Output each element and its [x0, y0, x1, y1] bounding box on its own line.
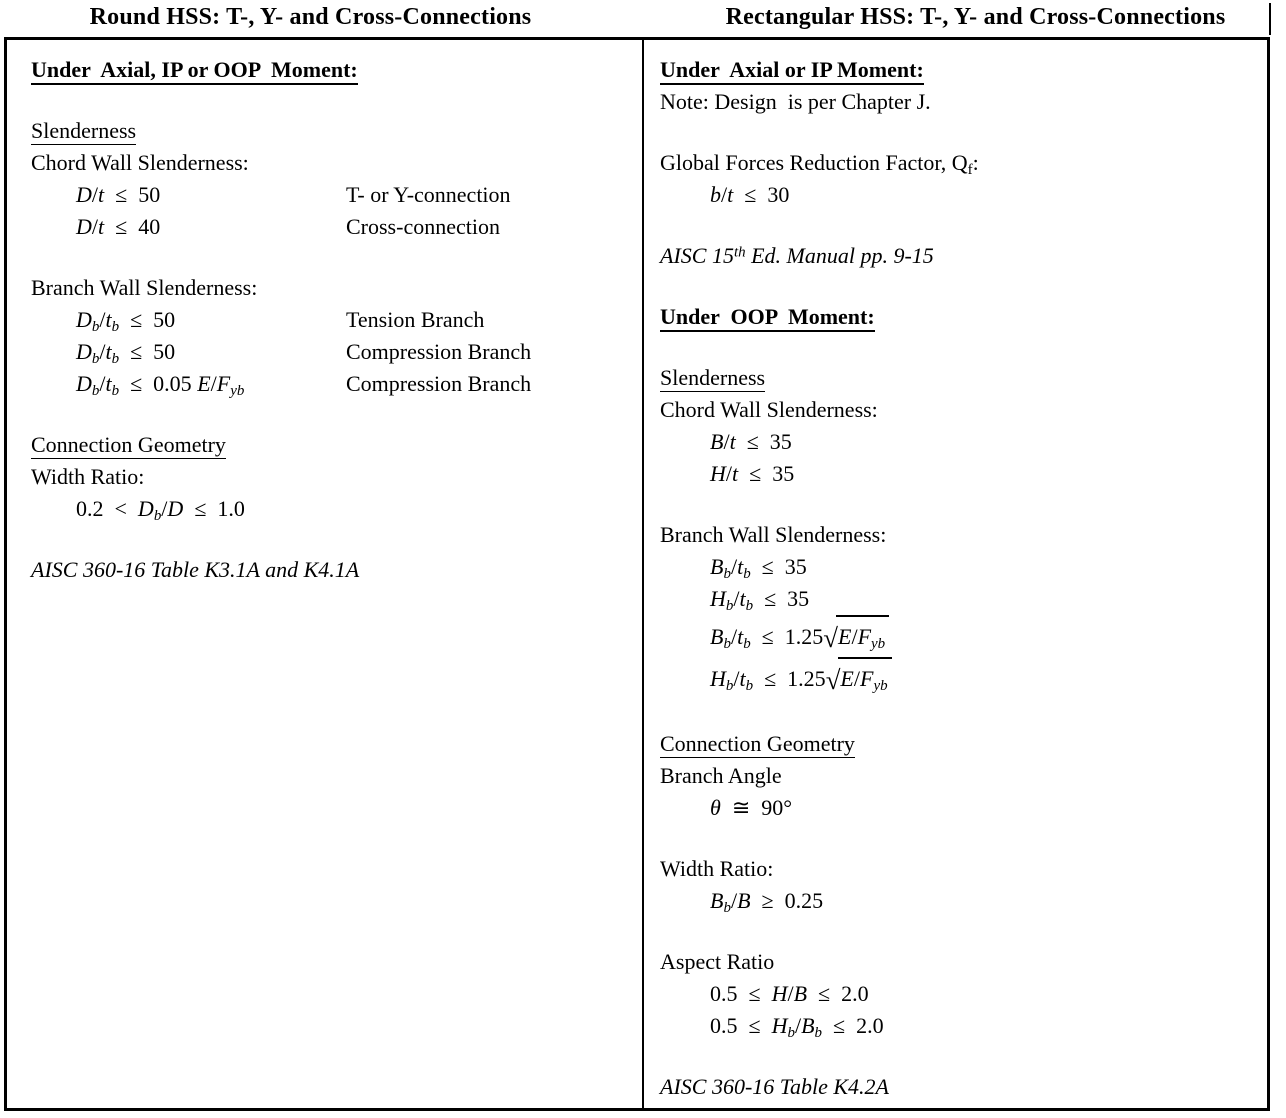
formula-expression: $B_b/t_b \le 1.25√E/F_{yb}$ — [710, 615, 889, 657]
round-hss-column — [7, 40, 644, 1108]
formula-expression: B/t ≤ 35 — [710, 429, 792, 454]
formula-expression: $B_b/B \ge 0.25$ — [710, 888, 824, 917]
spacer — [660, 1042, 1259, 1071]
formula-expression: θ ≅ 90° — [710, 795, 793, 820]
formula-expression: $H_b/t_b \le 1.25√E/F_{yb}$ — [710, 657, 892, 699]
spacer — [660, 118, 1259, 147]
subsection-heading: Slenderness — [31, 118, 137, 143]
spacer — [660, 272, 1259, 301]
section-heading: Under Axial or IP Moment: — [660, 54, 1259, 86]
text-line: Note: Design is per Chapter J. — [660, 89, 931, 114]
formula-line — [660, 1010, 1259, 1042]
formula-expression: $D_b/t_b \le 50$ — [76, 307, 176, 336]
formula-line — [660, 657, 1259, 699]
formula-expression: H/t ≤ 35 — [710, 461, 795, 486]
formula-note: Tension Branch — [346, 307, 485, 332]
spacer — [31, 525, 634, 554]
formula-expression: D/t ≤ 50 — [76, 182, 161, 207]
text-line: Width Ratio: — [660, 856, 774, 881]
formula-line — [660, 978, 1259, 1010]
formula-expression: $D_b/t_b \le 0.05$ $E/F_{yb}$ — [76, 371, 245, 400]
formula-note: Compression Branch — [346, 339, 532, 364]
formula-expression: $0.5 \le H_b/B_b \le 2.0$ — [710, 1013, 884, 1042]
formula-line — [660, 551, 1259, 583]
formula-expression: $D_b/t_b \le 50$ — [76, 339, 176, 368]
text-line: Chord Wall Slenderness: — [31, 150, 249, 175]
reference-note: AISC 360-16 Table K4.2A — [660, 1074, 889, 1099]
subsection-heading: Connection Geometry — [660, 731, 855, 756]
text-line: Aspect Ratio — [660, 949, 775, 974]
radical: $√E/F_{yb}$ — [823, 615, 889, 657]
section-heading: Under OOP Moment: — [660, 301, 1259, 333]
section-heading: Under Axial, IP or OOP Moment: — [31, 54, 634, 86]
rectangular-hss-column — [644, 40, 1267, 1108]
formula-line — [31, 179, 634, 211]
text-line: Width Ratio: — [31, 464, 145, 489]
spacer — [31, 86, 634, 115]
reference-note: AISC 15th Ed. Manual pp. 9-15 — [660, 243, 934, 268]
round-hss-title: Round HSS: T-, Y- and Cross-Connections — [89, 4, 532, 30]
spacer — [660, 490, 1259, 519]
formula-line — [660, 792, 1259, 824]
formula-line — [31, 336, 634, 368]
formula-line — [31, 211, 634, 243]
spacer — [660, 917, 1259, 946]
formula-expression: $0.2 < D_b/D \le 1.0$ — [76, 496, 245, 525]
formula-expression: D/t ≤ 40 — [76, 214, 161, 239]
formula-note: Cross-connection — [346, 214, 500, 239]
column-titles-row — [0, 0, 1286, 37]
spacer — [660, 699, 1259, 728]
formula-line — [660, 179, 1259, 211]
formula-line — [660, 885, 1259, 917]
formula-line — [31, 304, 634, 336]
formula-line — [31, 493, 634, 525]
spacer — [660, 211, 1259, 240]
subsection-heading: Slenderness — [660, 365, 766, 390]
formula-note: Compression Branch — [346, 371, 532, 396]
formula-line — [31, 368, 634, 400]
formula-line — [660, 426, 1259, 458]
text-line: Branch Wall Slenderness: — [31, 275, 258, 300]
text-line: Chord Wall Slenderness: — [660, 397, 878, 422]
subsection-heading: Connection Geometry — [31, 432, 226, 457]
text-line: Global Forces Reduction Factor, $Q_f$: — [660, 150, 979, 179]
spacer — [660, 333, 1259, 362]
comparison-table — [4, 37, 1270, 1111]
radical: $√E/F_{yb}$ — [826, 657, 892, 699]
formula-expression: $H_b/t_b \le 35$ — [710, 586, 810, 615]
table-edge-mark — [1269, 3, 1271, 35]
formula-note: T- or Y-connection — [346, 182, 511, 207]
text-line: Branch Angle — [660, 763, 782, 788]
formula-expression: b/t ≤ 30 — [710, 182, 790, 207]
reference-note: AISC 360-16 Table K3.1A and K4.1A — [31, 557, 360, 582]
formula-expression: $B_b/t_b \le 35$ — [710, 554, 807, 583]
formula-line — [660, 583, 1259, 615]
spacer — [31, 243, 634, 272]
formula-expression: 0.5 ≤ H/B ≤ 2.0 — [710, 981, 869, 1006]
text-line: Branch Wall Slenderness: — [660, 522, 887, 547]
rectangular-hss-title: Rectangular HSS: T-, Y- and Cross-Connections — [725, 4, 1226, 30]
spacer — [660, 824, 1259, 853]
spacer — [31, 400, 634, 429]
formula-line — [660, 458, 1259, 490]
formula-line — [660, 615, 1259, 657]
